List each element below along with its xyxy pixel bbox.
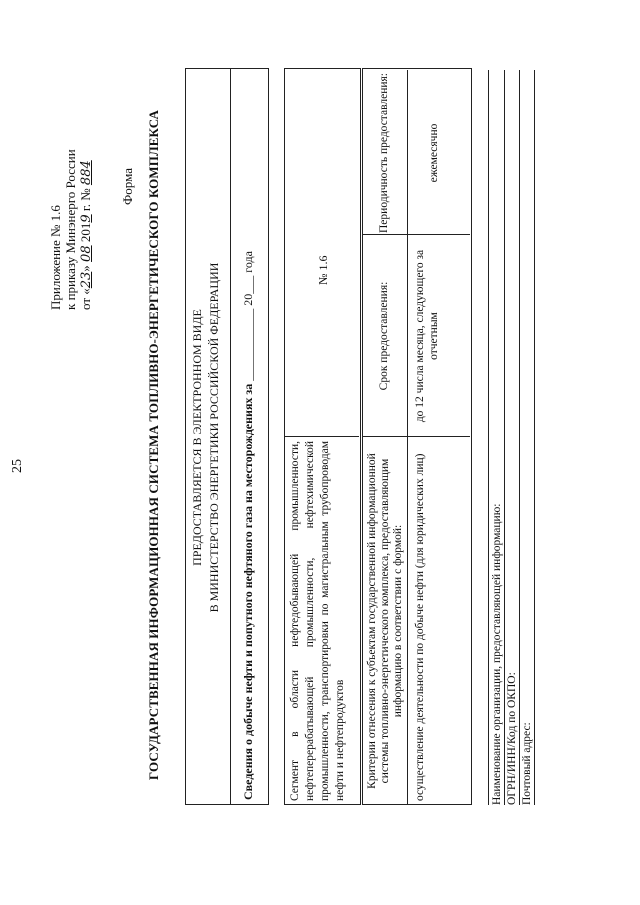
electronic-line-1: ПРЕДОСТАВЛЯЕТСЯ В ЭЛЕКТРОННОМ ВИДЕ — [190, 309, 204, 566]
date-number-label: г. № — [78, 185, 93, 215]
report-title — [241, 75, 256, 800]
form-label: Форма — [120, 168, 135, 205]
handwritten-order-number: 884 — [79, 160, 94, 186]
deadline-header: Срок предоставления: — [378, 281, 390, 391]
segment-description: Сегмент в области нефтедобывающей промышленности, нефтеперерабатывающей промышленности, нефтехимической промышленности, транспортировки по магистральным трубопроводам нефти и нефтепродуктов — [289, 441, 346, 801]
criteria-value: осуществление деятельности по добыче нефти (для юридических лиц) — [414, 453, 426, 801]
page-number: 25 — [10, 459, 25, 473]
report-title-period: ____________ 20___ года — [241, 251, 255, 384]
appendix-title: Приложение № 1.6 — [48, 205, 63, 310]
date-sep-1: » — [78, 261, 93, 272]
segment-divider — [284, 436, 359, 437]
handwritten-month: 08 — [79, 245, 94, 262]
electronic-line-2: В МИНИСТЕРСТВО ЭНЕРГЕТИКИ РОССИЙСКОЙ ФЕДЕРАЦИИ — [207, 262, 221, 613]
org-name-field[interactable]: Наименование организации, предоставляющей информацию: — [490, 70, 505, 805]
criteria-row-divider — [407, 70, 408, 805]
criteria-col-divider-1 — [362, 436, 470, 437]
appendix-order-date — [78, 20, 94, 310]
date-year-prefix: 201 — [78, 222, 93, 246]
system-title: ГОСУДАРСТВЕННАЯ ИНФОРМАЦИОННАЯ СИСТЕМА ТОПЛИВНО-ЭНЕРГЕТИЧЕСКОГО КОМПЛЕКСА — [146, 109, 161, 781]
date-prefix: от « — [78, 288, 93, 310]
periodicity-value: ежемесячно — [428, 123, 440, 183]
criteria-header: Критерии отнесения к субъектам государственной информационной системы топливно-энергетического комплекса, предоставляющим информацию в соответствии с формой: — [366, 453, 404, 789]
segment-number: № 1.6 — [316, 255, 330, 285]
deadline-value: до 12 числа месяца, следующего за отчетным — [414, 249, 440, 423]
criteria-col-divider-2 — [362, 234, 470, 235]
appendix-order-ref: к приказу Минэнерго России — [63, 149, 78, 310]
footer-top-rule — [488, 70, 489, 805]
report-title-bold: Сведения о добыче нефти и попутного нефтяного газа на месторождениях за — [241, 383, 255, 800]
postal-address-field[interactable]: Почтовый адрес: — [520, 70, 535, 805]
appendix-block — [48, 20, 94, 310]
handwritten-year-digit: 9 — [79, 214, 94, 223]
ogrn-field[interactable]: ОГРН/ИНН/Код по ОКПО: — [505, 70, 520, 805]
periodicity-header: Периодичность предоставления: — [378, 73, 390, 233]
handwritten-day: 23 — [79, 271, 94, 289]
